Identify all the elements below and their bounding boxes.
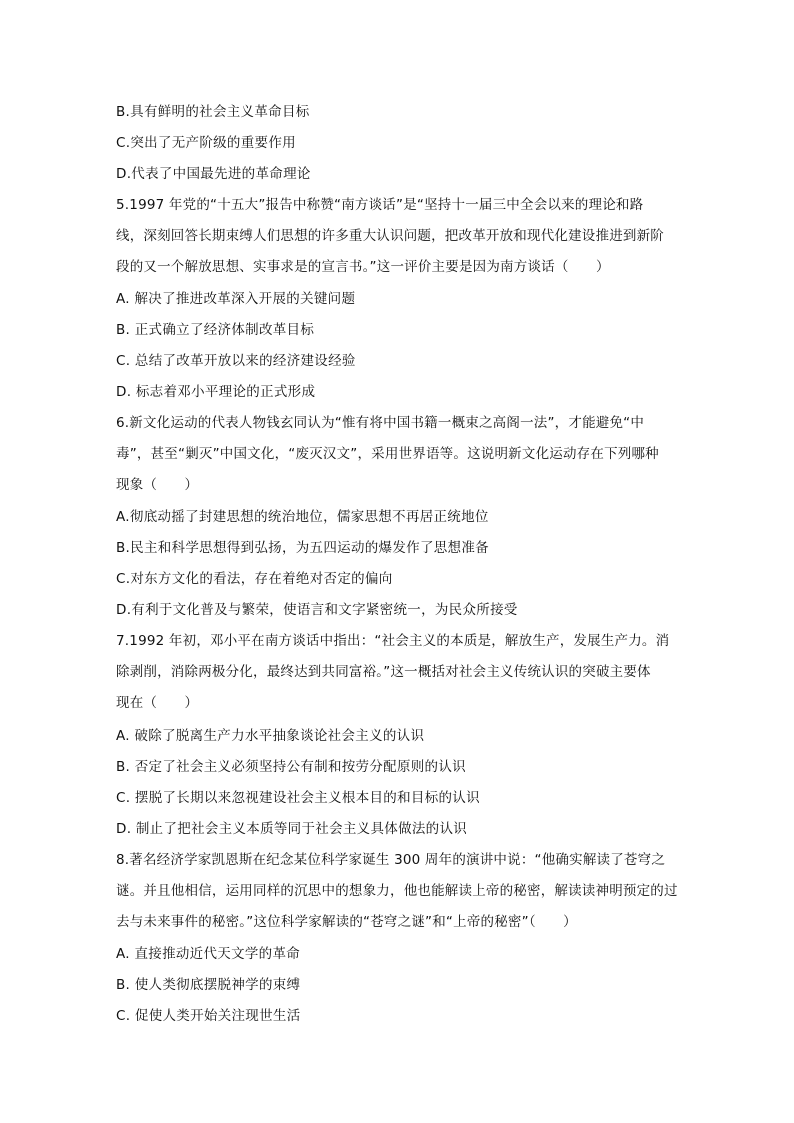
q7-option-d: D. 制止了把社会主义本质等同于社会主义具体做法的认识 [116, 821, 468, 837]
q5-stem-line-1: 5.1997 年党的“十五大”报告中称赞“南方谈话”是“坚持十一届三中全会以来的理论和路 [116, 197, 644, 213]
q8-stem-line-1: 8.著名经济学家凯恩斯在纪念某位科学家诞生 300 周年的演讲中说：“他确实解读了苍穹之 [116, 852, 666, 868]
q4-option-c: C.突出了无产阶级的重要作用 [116, 135, 296, 151]
q6-stem-line-1: 6.新文化运动的代表人物钱玄同认为“惟有将中国书籍一概束之高阁一法”，才能避免“中 [116, 415, 645, 431]
q6-stem-line-2: 毒”，甚至“剿灭”中国文化，“废灭汉文”，采用世界语等。这说明新文化运动存在下列哪种 [116, 446, 659, 462]
q6-option-d: D.有利于文化普及与繁荣，使语言和文字紧密统一，为民众所接受 [116, 602, 518, 618]
q8-option-a: A. 直接推动近代天文学的革命 [116, 946, 301, 962]
q5-option-c: C. 总结了改革开放以来的经济建设经验 [116, 353, 356, 369]
q8-stem-line-3: 去与未来事件的秘密。”这位科学家解读的“苍穹之谜”和“上帝的秘密”（ ） [116, 914, 577, 930]
q6-option-a: A.彻底动摇了封建思想的统治地位，儒家思想不再居正统地位 [116, 509, 489, 525]
q7-stem-line-2: 除剥削，消除两极分化，最终达到共同富裕。”这一概括对社会主义传统认识的突破主要体 [116, 664, 651, 680]
q6-stem-line-3: 现象（ ） [116, 477, 199, 493]
q4-option-d: D.代表了中国最先进的革命理论 [116, 166, 311, 182]
q7-stem-line-3: 现在（ ） [116, 695, 199, 711]
q5-option-a: A. 解决了推进改革深入开展的关键问题 [116, 291, 356, 307]
q6-option-c: C.对东方文化的看法，存在着绝对否定的偏向 [116, 571, 393, 587]
q6-option-b: B.民主和科学思想得到弘扬，为五四运动的爆发作了思想准备 [116, 540, 489, 556]
q5-stem-line-3: 段的又一个解放思想、实事求是的宣言书。”这一评价主要是因为南方谈话（ ） [116, 259, 610, 275]
q5-option-b: B. 正式确立了经济体制改革目标 [116, 322, 315, 338]
q8-option-b: B. 使人类彻底摆脱神学的束缚 [116, 977, 301, 993]
q8-stem-line-2: 谜。并且他相信，运用同样的沉思中的想象力，他也能解读上帝的秘密，解读读神明预定的过 [116, 883, 678, 899]
q8-option-c: C. 促使人类开始关注现世生活 [116, 1008, 301, 1024]
q5-option-d: D. 标志着邓小平理论的正式形成 [116, 384, 316, 400]
q7-option-a: A. 破除了脱离生产力水平抽象谈论社会主义的认识 [116, 728, 425, 744]
q7-option-c: C. 摆脱了长期以来忽视建设社会主义根本目的和目标的认识 [116, 790, 480, 806]
q7-option-b: B. 否定了社会主义必须坚持公有制和按劳分配原则的认识 [116, 759, 466, 775]
q4-option-b: B.具有鲜明的社会主义革命目标 [116, 104, 310, 120]
q7-stem-line-1: 7.1992 年初，邓小平在南方谈话中指出：“社会主义的本质是，解放生产，发展生产力。消 [116, 633, 670, 649]
q5-stem-line-2: 线，深刻回答长期束缚人们思想的许多重大认识问题，把改革开放和现代化建设推进到新阶 [116, 228, 664, 244]
